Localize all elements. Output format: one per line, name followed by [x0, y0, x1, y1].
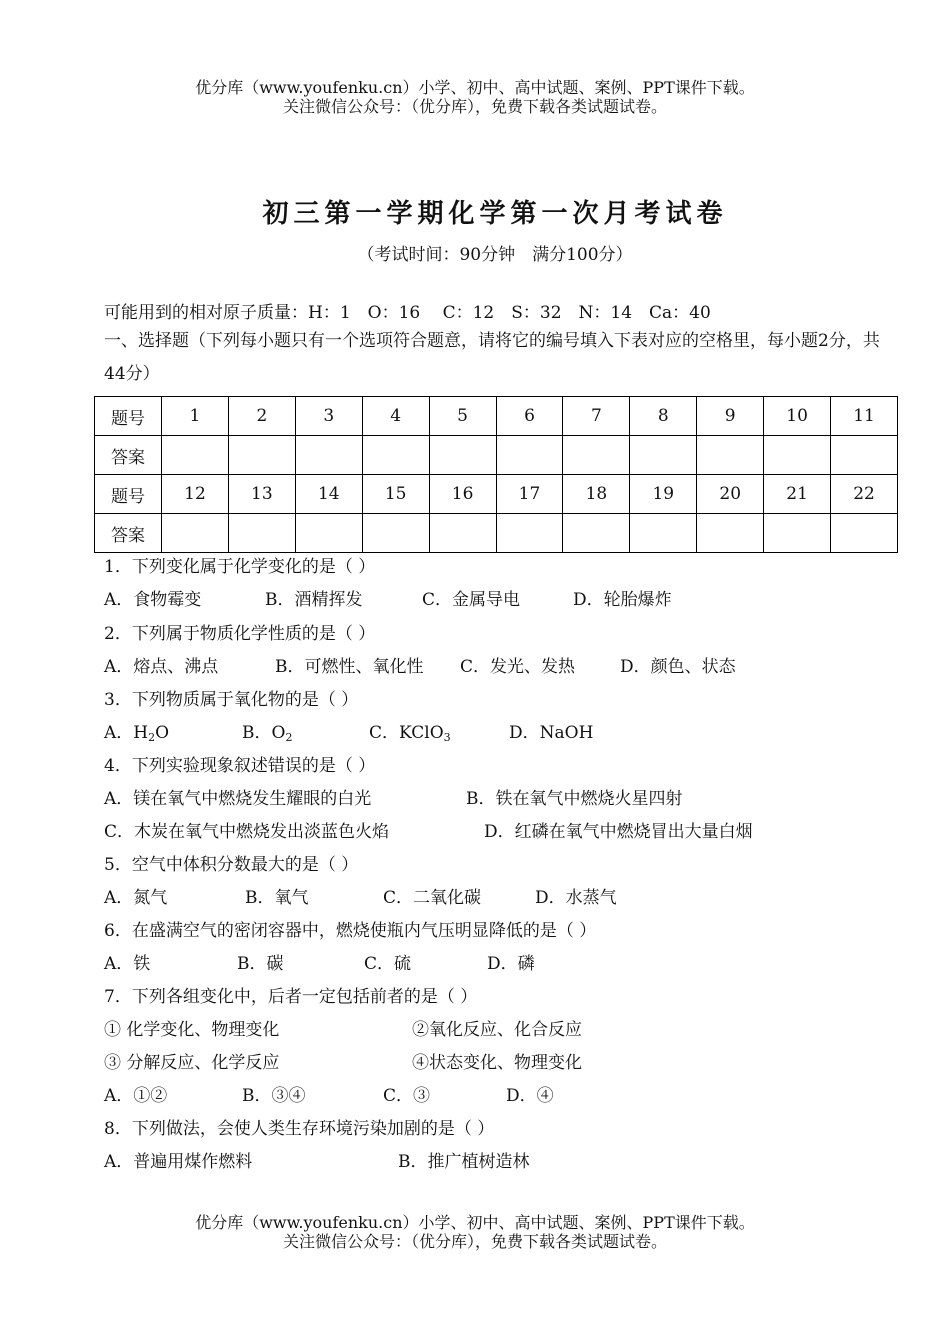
table-cell: 22 — [831, 475, 898, 514]
answer-cell[interactable] — [563, 514, 630, 553]
q7-item-1: ① 化学变化、物理变化 — [104, 1020, 280, 1040]
table-cell: 4 — [362, 397, 429, 436]
question-3: 3．下列物质属于氧化物的是（ ） — [104, 690, 359, 710]
table-cell: 13 — [228, 475, 295, 514]
table-cell: 16 — [429, 475, 496, 514]
atomic-masses: 可能用到的相对原子质量：H：1 O：16 C：12 S：32 N：14 Ca：40 — [104, 303, 711, 323]
answer-cell[interactable] — [496, 436, 563, 475]
footer-line-1: 优分库（www.youfenku.cn）小学、初中、高中试题、案例、PPT课件下载。 — [195, 1213, 755, 1232]
table-cell: 8 — [630, 397, 697, 436]
exam-title: 初三第一学期化学第一次月考试卷 — [262, 199, 728, 229]
answer-cell[interactable] — [697, 514, 764, 553]
q8-option-a: A．普遍用煤作燃料 — [104, 1152, 253, 1172]
table-cell: 10 — [764, 397, 831, 436]
answer-cell[interactable] — [764, 514, 831, 553]
table-label: 答案 — [95, 436, 162, 475]
q4-option-c: C．木炭在氧气中燃烧发出淡蓝色火焰 — [104, 822, 390, 842]
answer-table — [94, 396, 898, 553]
q6-option-a: A．铁 — [104, 954, 151, 974]
table-cell: 6 — [496, 397, 563, 436]
table-row — [95, 514, 898, 553]
table-cell: 21 — [764, 475, 831, 514]
table-cell: 5 — [429, 397, 496, 436]
question-4: 4．下列实验现象叙述错误的是（ ） — [104, 756, 376, 776]
table-cell: 12 — [162, 475, 229, 514]
table-label: 答案 — [95, 514, 162, 553]
answer-cell[interactable] — [228, 436, 295, 475]
q1-option-a: A．食物霉变 — [104, 590, 202, 610]
table-cell: 9 — [697, 397, 764, 436]
answer-cell[interactable] — [630, 436, 697, 475]
q2-option-d: D．颜色、状态 — [620, 657, 736, 677]
table-cell: 18 — [563, 475, 630, 514]
answer-cell[interactable] — [295, 436, 362, 475]
question-6: 6．在盛满空气的密闭容器中，燃烧使瓶内气压明显降低的是（ ） — [104, 921, 597, 941]
answer-cell[interactable] — [563, 436, 630, 475]
q6-option-c: C．硫 — [364, 954, 412, 974]
q4-option-d: D．红磷在氧气中燃烧冒出大量白烟 — [484, 822, 753, 842]
q5-option-b: B．氧气 — [245, 888, 309, 908]
q3-option-d: D．NaOH — [509, 723, 594, 743]
question-1: 1．下列变化属于化学变化的是（ ） — [104, 557, 376, 577]
q1-option-d: D．轮胎爆炸 — [573, 590, 672, 610]
table-cell: 11 — [831, 397, 898, 436]
q7-item-3: ③ 分解反应、化学反应 — [104, 1053, 280, 1073]
question-8: 8．下列做法，会使人类生存环境污染加剧的是（ ） — [104, 1119, 495, 1139]
table-cell: 1 — [162, 397, 229, 436]
q6-option-b: B．碳 — [237, 954, 284, 974]
answer-cell[interactable] — [362, 514, 429, 553]
answer-cell[interactable] — [831, 514, 898, 553]
table-label: 题号 — [95, 397, 162, 436]
q5-option-a: A．氮气 — [104, 888, 168, 908]
table-cell: 14 — [295, 475, 362, 514]
header-line-2: 关注微信公众号：（优分库），免费下载各类试题试卷。 — [282, 97, 667, 116]
q3-option-b: B．$O_2$ — [242, 723, 293, 744]
question-2: 2．下列属于物质化学性质的是（ ） — [104, 624, 376, 644]
answer-cell[interactable] — [429, 436, 496, 475]
table-row — [95, 475, 898, 514]
q5-option-d: D．水蒸气 — [535, 888, 617, 908]
q1-option-b: B．酒精挥发 — [265, 590, 363, 610]
q2-option-b: B．可燃性、氧化性 — [275, 657, 424, 677]
answer-cell[interactable] — [630, 514, 697, 553]
answer-cell[interactable] — [162, 436, 229, 475]
q2-option-c: C．发光、发热 — [460, 657, 576, 677]
q7-item-4: ④状态变化、物理变化 — [412, 1053, 582, 1073]
answer-cell[interactable] — [362, 436, 429, 475]
q3-option-a: A．$H_2O$ — [104, 723, 170, 744]
exam-subtitle: （考试时间：90分钟 满分100分） — [357, 245, 633, 265]
q2-option-a: A．熔点、沸点 — [104, 657, 219, 677]
header-line-1: 优分库（www.youfenku.cn）小学、初中、高中试题、案例、PPT课件下载。 — [195, 78, 755, 97]
q4-option-a: A．镁在氧气中燃烧发生耀眼的白光 — [104, 789, 372, 809]
table-row — [95, 436, 898, 475]
answer-cell[interactable] — [764, 436, 831, 475]
q7-option-b: B．③④ — [242, 1086, 306, 1106]
q8-option-b: B．推广植树造林 — [398, 1152, 530, 1172]
table-cell: 2 — [228, 397, 295, 436]
q4-option-b: B．铁在氧气中燃烧火星四射 — [466, 789, 683, 809]
q1-option-c: C．金属导电 — [422, 590, 521, 610]
q6-option-d: D．磷 — [487, 954, 535, 974]
table-cell: 7 — [563, 397, 630, 436]
answer-cell[interactable] — [162, 514, 229, 553]
q7-item-2: ②氧化反应、化合反应 — [412, 1020, 582, 1040]
section-1-heading: 一、选择题（下列每小题只有一个选项符合题意，请将它的编号填入下表对应的空格里，每小题2分，共44分） — [104, 331, 880, 384]
footer-line-2: 关注微信公众号：（优分库），免费下载各类试题试卷。 — [282, 1232, 667, 1251]
table-label: 题号 — [95, 475, 162, 514]
table-cell: 3 — [295, 397, 362, 436]
answer-cell[interactable] — [429, 514, 496, 553]
answer-cell[interactable] — [697, 436, 764, 475]
answer-cell[interactable] — [228, 514, 295, 553]
question-7: 7．下列各组变化中，后者一定包括前者的是（ ） — [104, 987, 478, 1007]
answer-cell[interactable] — [496, 514, 563, 553]
table-row — [95, 397, 898, 436]
table-cell: 17 — [496, 475, 563, 514]
q3-option-c: C．KClO$_3$ — [369, 723, 451, 744]
answer-cell[interactable] — [295, 514, 362, 553]
question-5: 5．空气中体积分数最大的是（ ） — [104, 855, 359, 875]
q7-option-c: C．③ — [383, 1086, 431, 1106]
table-cell: 19 — [630, 475, 697, 514]
q7-option-a: A．①② — [104, 1086, 168, 1106]
q5-option-c: C．二氧化碳 — [383, 888, 482, 908]
table-cell: 20 — [697, 475, 764, 514]
table-cell: 15 — [362, 475, 429, 514]
q7-option-d: D．④ — [506, 1086, 554, 1106]
answer-cell[interactable] — [831, 436, 898, 475]
